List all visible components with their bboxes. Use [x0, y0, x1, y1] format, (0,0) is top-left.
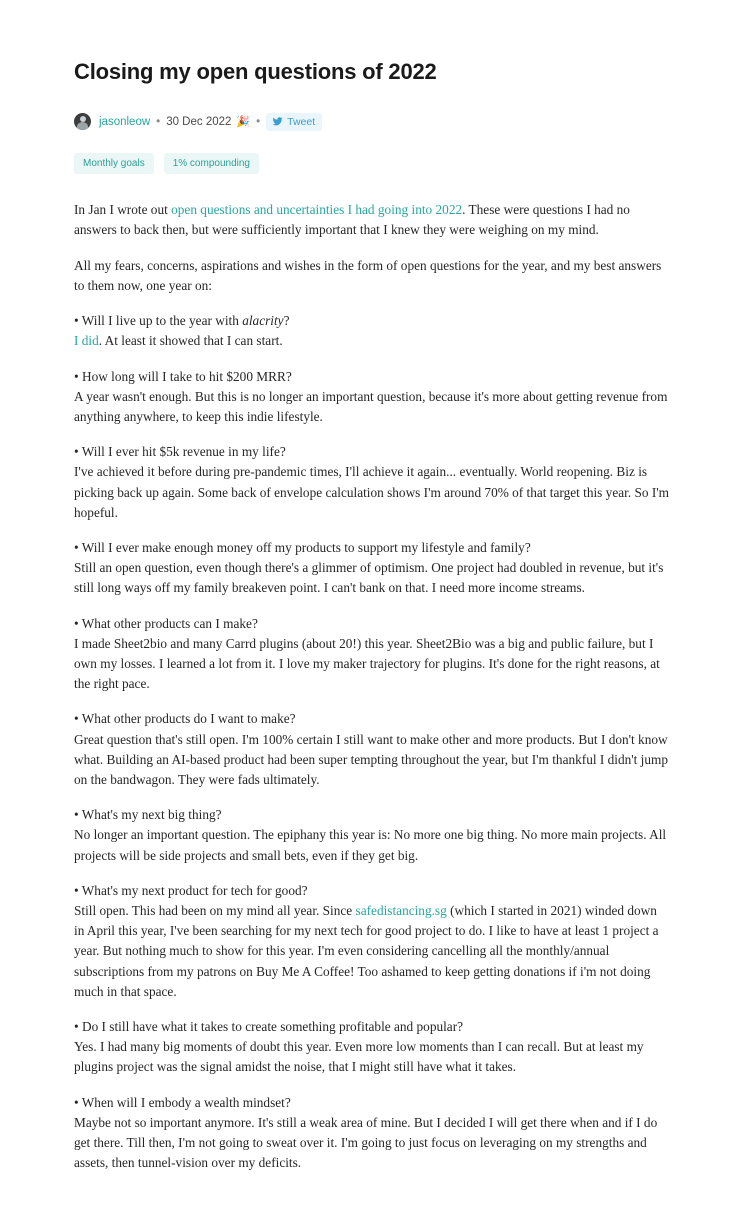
article-body: [74, 200, 669, 1173]
question-1-prefix: • Will I live up to the year with: [74, 313, 243, 329]
question-4: • Will I ever make enough money off my products to support my lifestyle and family?: [74, 539, 531, 555]
qa-block-10: [74, 1093, 669, 1174]
answer-5: I made Sheet2bio and many Carrd plugins (about 20!) this year. Sheet2Bio was a big and public failure, but I own my losses. I learned a lot from it. I love my maker trajectory for plugins. It's done for the right reasons, at the right pace.: [74, 635, 660, 692]
tweet-button-label: Tweet: [287, 115, 316, 128]
question-1-suffix: ?: [283, 313, 290, 329]
answer-9: Yes. I had many big moments of doubt this year. Even more low moments than I can recall. But at least my plugins project was the signal amidst the noise, that I might still have what it takes.: [74, 1039, 644, 1075]
twitter-icon: [272, 116, 283, 127]
page-title: Closing my open questions of 2022: [74, 59, 437, 84]
answer-8-text-1: Still open. This had been on my mind all year. Since: [74, 902, 356, 918]
question-7: • What's my next big thing?: [74, 807, 222, 823]
qa-block-3: [74, 442, 669, 523]
answer-2: A year wasn't enough. But this is no longer an important question, because it's more about getting revenue from anything anywhere, to keep this indie lifestyle.: [74, 388, 668, 424]
question-1-emphasis: alacrity: [242, 313, 284, 329]
meta-separator-2: •: [256, 115, 261, 128]
question-9: • Do I still have what it takes to create something profitable and popular?: [74, 1018, 464, 1034]
tag-1-percent-compounding[interactable]: 1% compounding: [164, 153, 259, 174]
question-10: • When will I embody a wealth mindset?: [74, 1094, 291, 1110]
qa-block-1: [74, 311, 669, 351]
question-2: • How long will I take to hit $200 MRR?: [74, 368, 292, 384]
tweet-button[interactable]: [266, 113, 322, 132]
tag-list: [74, 153, 669, 174]
qa-block-9: [74, 1017, 669, 1078]
paragraph-intro: [74, 200, 669, 240]
author-link[interactable]: jasonleow: [99, 115, 151, 128]
question-3: • Will I ever hit $5k revenue in my life?: [74, 444, 286, 460]
qa-block-7: [74, 805, 669, 866]
intro-text-1: In Jan I wrote out: [74, 202, 172, 218]
answer-7: No longer an important question. The epiphany this year is: No more one big thing. No more main projects. All projects will be side projects and small bets, even if they get big.: [74, 827, 667, 863]
party-popper-icon: 🎉: [236, 116, 251, 129]
answer-10: Maybe not so important anymore. It's still a weak area of mine. But I decided I will get there when and if I do get there. Till then, I'm not going to sweat over it. I'm going to just focus on leveraging on my strengths and assets, then tunnel-vision over my deficits.: [74, 1114, 658, 1171]
answer-1-text: . At least it showed that I can start.: [98, 333, 283, 349]
qa-block-4: [74, 538, 669, 599]
answer-4: Still an open question, even though there's a glimmer of optimism. One project had doubled in revenue, but it's still long ways off my family breakeven point. I can't bank on that. I need more income streams.: [74, 560, 664, 596]
answer-6: Great question that's still open. I'm 100% certain I still want to make other and more products. But I don't know what. Building an AI-based product had been super tempting throughout the year, but I'm thankful I didn't jump on the bandwagon. They were fads ultimately.: [74, 731, 669, 787]
question-1: [74, 311, 669, 331]
intro-text-2: . These were questions I had no answers to back then, but were sufficiently important that I knew they were weighing on my mind.: [74, 202, 630, 238]
question-6: • What other products do I want to make?: [74, 711, 296, 727]
i-did-link[interactable]: I did: [74, 333, 99, 349]
qa-block-8: [74, 881, 669, 1002]
post-date: 30 Dec 2022: [166, 115, 232, 128]
qa-block-2: [74, 367, 669, 428]
answer-3: I've achieved it before during pre-pandemic times, I'll achieve it again... eventually. World reopening. Biz is picking back up again. Some back of envelope calculation shows I'm around 70% of that target this year. So I'm hopeful.: [74, 464, 669, 520]
open-questions-link[interactable]: open questions and uncertainties I had going into 2022: [171, 202, 463, 218]
avatar: [74, 113, 91, 130]
answer-8: [74, 901, 669, 1002]
question-8: • What's my next product for tech for good?: [74, 882, 308, 898]
qa-block-6: [74, 709, 669, 790]
answer-8-text-2: (which I started in 2021) winded down in April this year, I've been searching for my next tech for good project to do. I like to have at least 1 project a year. But nothing much to show for this year. I'm even considering cancelling all the monthly/annual subscriptions from my patrons on Buy Me A Coffee! Too ashamed to keep getting donations if i'm not doing much in that space.: [74, 902, 659, 999]
question-5: • What other products can I make?: [74, 615, 258, 631]
tag-monthly-goals[interactable]: Monthly goals: [74, 153, 154, 174]
qa-block-5: [74, 614, 669, 695]
meta-separator-1: •: [156, 115, 161, 128]
answer-1: [74, 331, 669, 351]
post-meta: [74, 113, 669, 132]
safedistancing-link[interactable]: safedistancing.sg: [355, 902, 447, 918]
paragraph-lede: All my fears, concerns, aspirations and wishes in the form of open questions for the year, and my best answers to them now, one year on:: [74, 257, 662, 293]
